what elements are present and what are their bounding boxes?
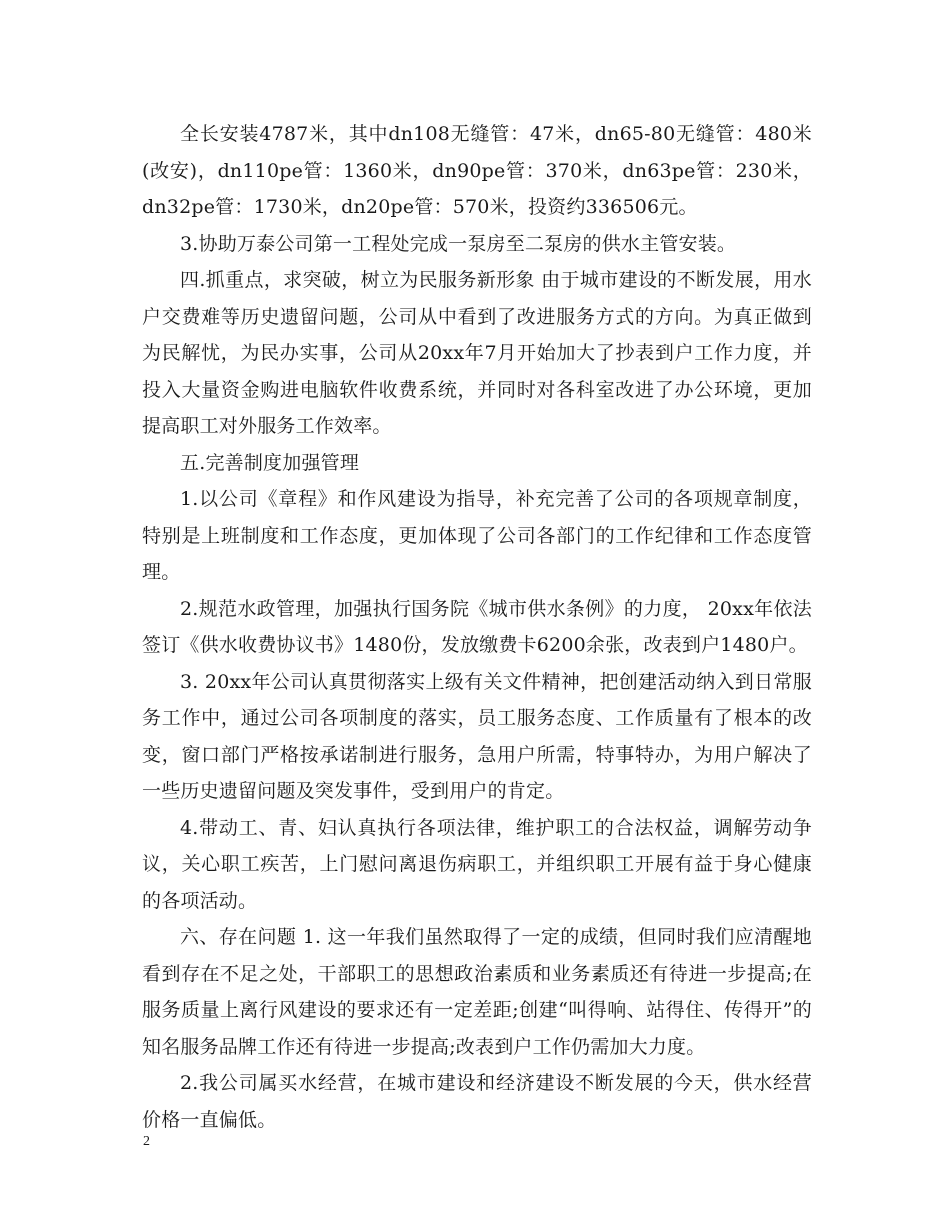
page-number: 2	[143, 1134, 150, 1149]
paragraph-rules: 1.以公司《章程》和作风建设为指导，补充完善了公司的各项规章制度，特别是上班制度和工作态度，更加体现了公司各部门的工作纪律和工作态度管理。	[142, 488, 812, 583]
paragraph-main-pipe-assist: 3.协助万泰公司第一工程处完成一泵房至二泵房的供水主管安装。	[180, 232, 737, 255]
paragraph-section-six-problems: 六、存在问题 1. 这一年我们虽然取得了一定的成绩，但同时我们应清醒地看到存在不足之处，干部职工的思想政治素质和业务素质还有待进一步提高;在服务质量上离行风建设的要求还有一定差距;创建“叫得响、站得住、传得开”的知名服务品牌工作还有待进一步提高;改表到户工作仍需加大力度。	[142, 926, 812, 1058]
paragraph-section-four: 四.抓重点，求突破，树立为民服务新形象 由于城市建设的不断发展，用水户交费难等历史遗留问题，公司从中看到了改进服务方式的方向。为真正做到为民解忧，为民办实事，公司从20xx年7月开始加大了抄表到户工作力度，并投入大量资金购进电脑软件收费系统，并同时对各科室改进了办公环境，更加提高职工对外服务工作效率。	[142, 269, 812, 437]
paragraph-pipe-installation: 全长安装4787米，其中dn108无缝管：47米，dn65-80无缝管：480米(改安)，dn110pe管：1360米，dn90pe管：370米，dn63pe管：230米，dn32pe管：1730米，dn20pe管：570米，投资约336506元。	[142, 123, 812, 218]
paragraph-union-work: 4.带动工、青、妇认真执行各项法律，维护职工的合法权益，调解劳动争议，关心职工疾苦，上门慰问离退伤病职工，并组织职工开展有益于身心健康的各项活动。	[142, 816, 812, 912]
paragraph-service-activities: 3. 20xx年公司认真贯彻落实上级有关文件精神，把创建活动纳入到日常服务工作中，通过公司各项制度的落实，员工服务态度、工作质量有了根本的改变，窗口部门严格按承诺制进行服务，急用户所需，特事特办，为用户解决了一些历史遗留问题及突发事件，受到用户的肯定。	[142, 670, 812, 802]
heading-section-five: 五.完善制度加强管理	[180, 451, 360, 474]
paragraph-pricing: 2.我公司属买水经营，在城市建设和经济建设不断发展的今天，供水经营价格一直偏低。	[142, 1072, 812, 1131]
paragraph-water-administration: 2.规范水政管理，加强执行国务院《城市供水条例》的力度， 20xx年依法签订《供水收费协议书》1480份，发放缴费卡6200余张，改表到户1480户。	[142, 597, 812, 656]
document-body	[142, 116, 812, 1138]
